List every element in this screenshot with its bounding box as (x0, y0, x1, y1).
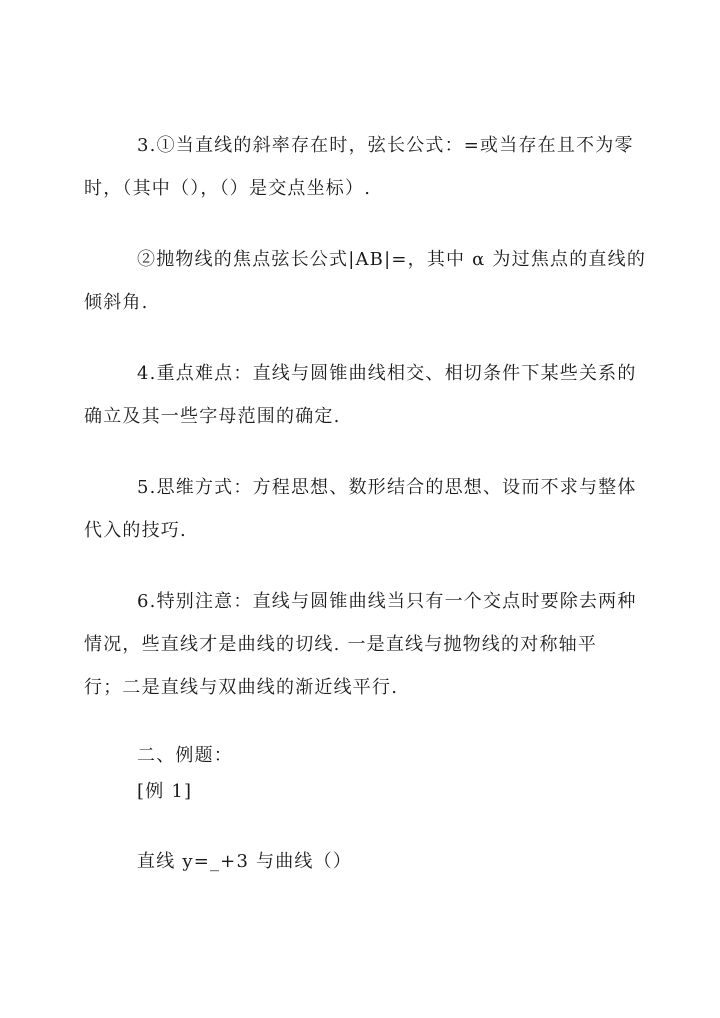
paragraph-3b-line-1: ②抛物线的焦点弦长公式|AB|=，其中 α 为过焦点的直线的 (137, 249, 647, 270)
example-text: 直线 y=_+3 与曲线（） (137, 851, 353, 872)
paragraph-6-line-1: 6.特别注意：直线与圆锥曲线当只有一个交点时要除去两种 (137, 591, 637, 612)
paragraph-3-line-1: 3.①当直线的斜率存在时，弦长公式：=或当存在且不为零 (137, 135, 634, 156)
paragraph-5-line-1: 5.思维方式：方程思想、数形结合的思想、设而不求与整体 (137, 477, 637, 498)
paragraph-4-line-1: 4.重点难点：直线与圆锥曲线相交、相切条件下某些关系的 (137, 363, 637, 384)
paragraph-6-line-2: 情况，些直线才是曲线的切线. 一是直线与抛物线的对称轴平 (84, 634, 598, 655)
section-heading: 二、例题： (137, 745, 233, 766)
paragraph-5-line-2: 代入的技巧. (84, 520, 187, 541)
paragraph-3-line-2: 时，（其中（），（）是交点坐标）. (84, 178, 372, 199)
paragraph-6-line-3: 行；二是直线与双曲线的渐近线平行. (84, 677, 399, 698)
paragraph-3b-line-2: 倾斜角. (84, 292, 149, 313)
example-label: [例 1] (137, 781, 193, 802)
paragraph-4-line-2: 确立及其一些字母范围的确定. (84, 406, 341, 427)
